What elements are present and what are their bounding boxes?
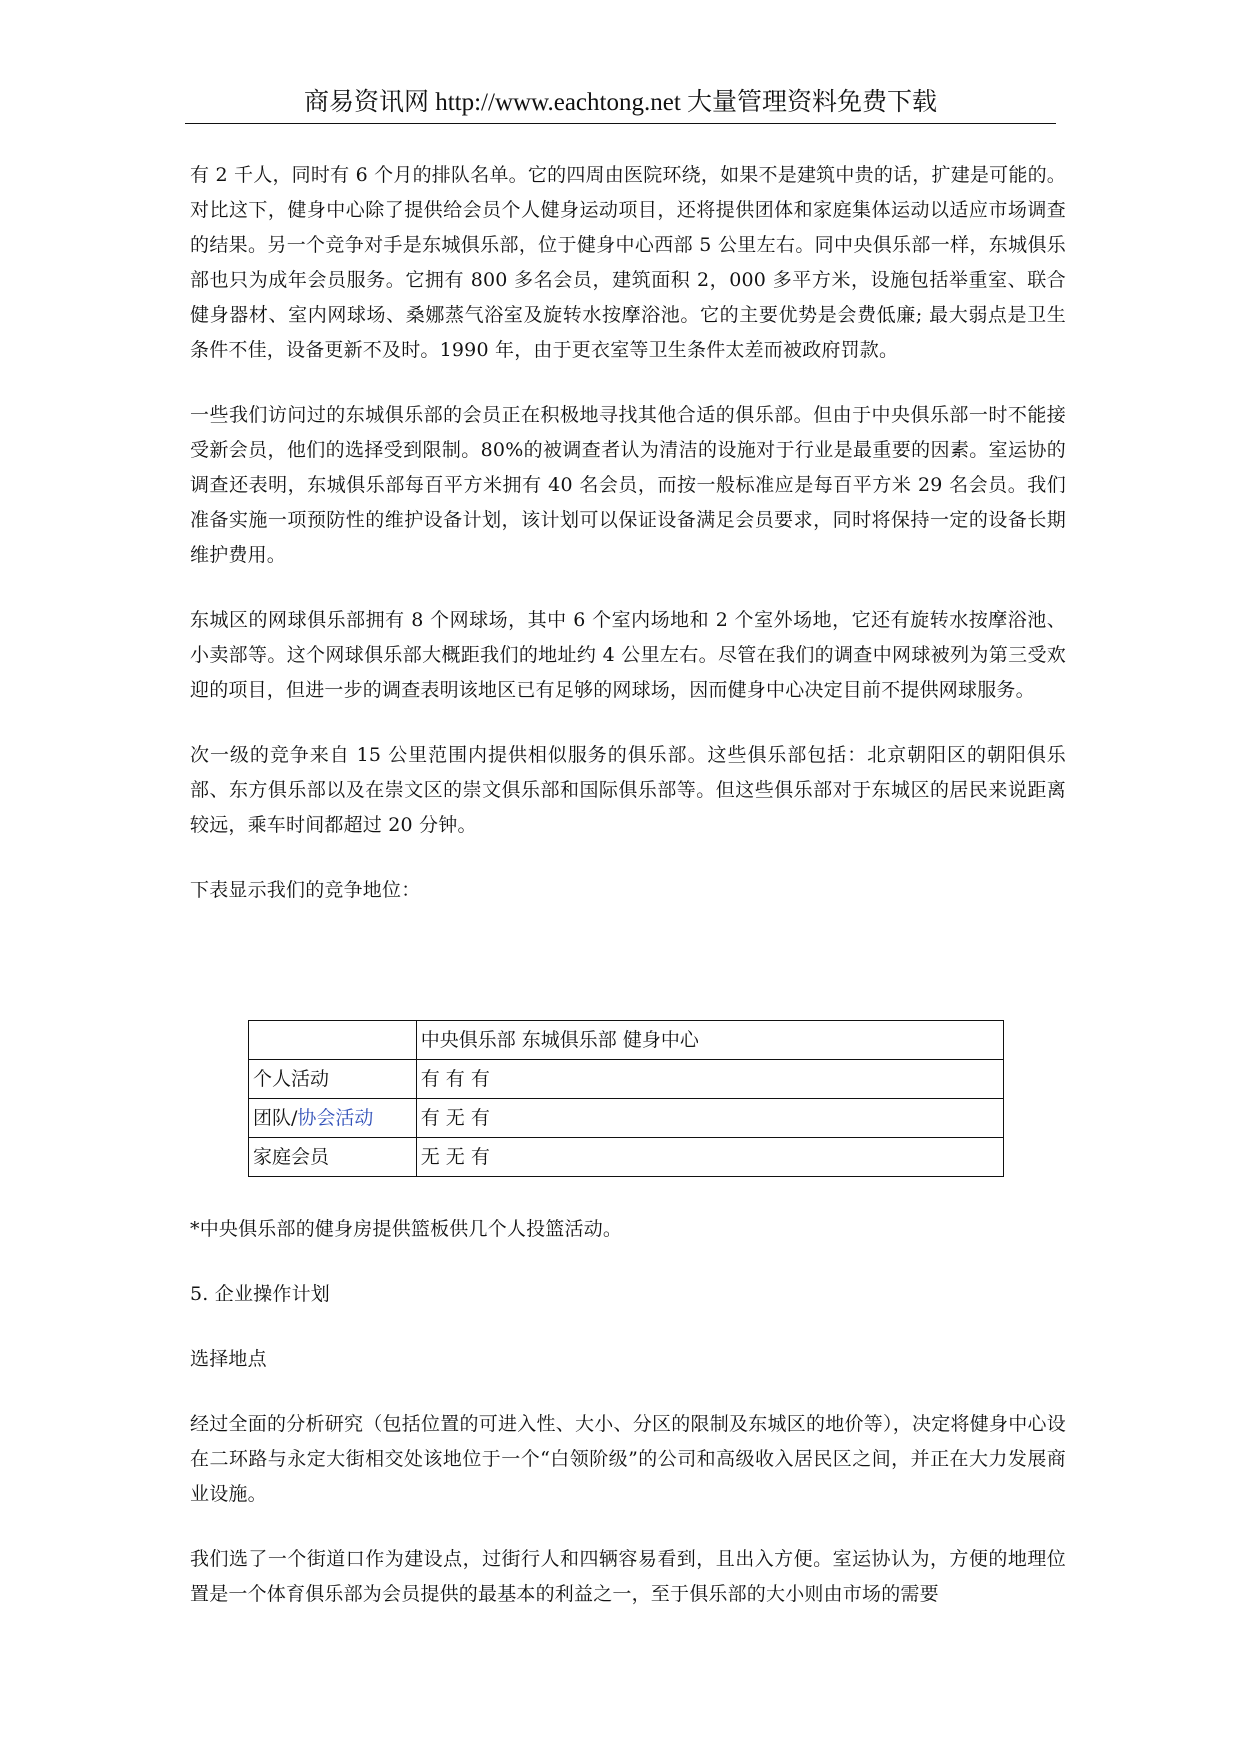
header-divider bbox=[185, 123, 1056, 124]
section-heading-operations-plan: 5. 企业操作计划 bbox=[190, 1283, 330, 1305]
table-header-clubs: 中央俱乐部 东城俱乐部 健身中心 bbox=[416, 1021, 1003, 1060]
table-row bbox=[249, 1138, 1004, 1177]
page-header-title: 商易资讯网 http://www.eachtong.net 大量管理资料免费下载 bbox=[303, 89, 938, 116]
table-row bbox=[249, 1099, 1004, 1138]
table-row-label: 个人活动 bbox=[249, 1060, 417, 1099]
table-row bbox=[249, 1060, 1004, 1099]
body-text-upper bbox=[190, 158, 1066, 938]
competition-table bbox=[248, 1020, 1004, 1177]
paragraph-street-corner: 我们选了一个街道口作为建设点，过街行人和四辆容易看到，且出入方便。室运协认为，方便的地理位置是一个体育俱乐部为会员提供的最基本的利益之一，至于俱乐部的大小则由市场的需要 bbox=[190, 1548, 1066, 1605]
paragraph-tennis-club: 东城区的网球俱乐部拥有 8 个网球场，其中 6 个室内场地和 2 个室外场地，它还有旋转水按摩浴池、小卖部等。这个网球俱乐部大概距我们的地址约 4 公里左右。尽管在我们的调查中网球被列为第三受欢迎的项目，但进一步的调查表明该地区已有足够的网球场，因而健身中心决定目前不提供网球服务。 bbox=[190, 609, 1066, 701]
paragraph-site-analysis: 经过全面的分析研究（包括位置的可进入性、大小、分区的限制及东城区的地价等），决定将健身中心设在二环路与永定大街相交处该地位于一个“白领阶级”的公司和高级收入居民区之间，并正在大力发展商业设施。 bbox=[190, 1413, 1066, 1505]
paragraph-table-intro: 下表显示我们的竞争地位： bbox=[190, 879, 421, 901]
table-footnote: *中央俱乐部的健身房提供篮板供几个人投篮活动。 bbox=[190, 1218, 623, 1240]
table-row-values: 有 有 有 bbox=[416, 1060, 1003, 1099]
table-header-row bbox=[249, 1021, 1004, 1060]
body-text-lower bbox=[190, 1212, 1066, 1642]
table-row-label bbox=[249, 1099, 417, 1138]
paragraph-member-survey: 一些我们访问过的东城俱乐部的会员正在积极地寻找其他合适的俱乐部。但由于中央俱乐部一时不能接受新会员，他们的选择受到限制。80%的被调查者认为清洁的设施对于行业是最重要的因素。室运协的调查还表明，东城俱乐部每百平方米拥有 40 名会员，而按一般标准应是每百平方米 29 名会员。我们准备实施一项预防性的维护设备计划，该计划可以保证设备满足会员要求，同时将保持一定的设备长期维护费用。 bbox=[190, 404, 1066, 566]
table-row-label: 家庭会员 bbox=[249, 1138, 417, 1177]
subheading-site-selection: 选择地点 bbox=[190, 1348, 267, 1370]
table-row-values: 无 无 有 bbox=[416, 1138, 1003, 1177]
association-activity-link[interactable]: 协会活动 bbox=[297, 1107, 374, 1129]
table-row-values: 有 无 有 bbox=[416, 1099, 1003, 1138]
table-row-label-prefix: 团队/ bbox=[253, 1107, 298, 1129]
paragraph-competitor-central: 有 2 千人，同时有 6 个月的排队名单。它的四周由医院环绕，如果不是建筑中贵的话，扩建是可能的。对比这下，健身中心除了提供给会员个人健身运动项目，还将提供团体和家庭集体运动以适应市场调查的结果。另一个竞争对手是东城俱乐部，位于健身中心西部 5 公里左右。同中央俱乐部一样，东城俱乐部也只为成年会员服务。它拥有 800 多名会员，建筑面积 2，000 多平方米，设施包括举重室、联合健身器材、室内网球场、桑娜蒸气浴室及旋转水按摩浴池。它的主要优势是会费低廉; 最大弱点是卫生条件不佳，设备更新不及时。1990 年，由于更衣室等卫生条件太差而被政府罚款。 bbox=[190, 164, 1066, 361]
paragraph-secondary-competition: 次一级的竞争来自 15 公里范围内提供相似服务的俱乐部。这些俱乐部包括：北京朝阳区的朝阳俱乐部、东方俱乐部以及在崇文区的崇文俱乐部和国际俱乐部等。但这些俱乐部对于东城区的居民来说距离较远，乘车时间都超过 20 分钟。 bbox=[190, 744, 1066, 836]
competition-table-wrapper bbox=[248, 1020, 1004, 1177]
table-corner-cell bbox=[249, 1021, 417, 1060]
